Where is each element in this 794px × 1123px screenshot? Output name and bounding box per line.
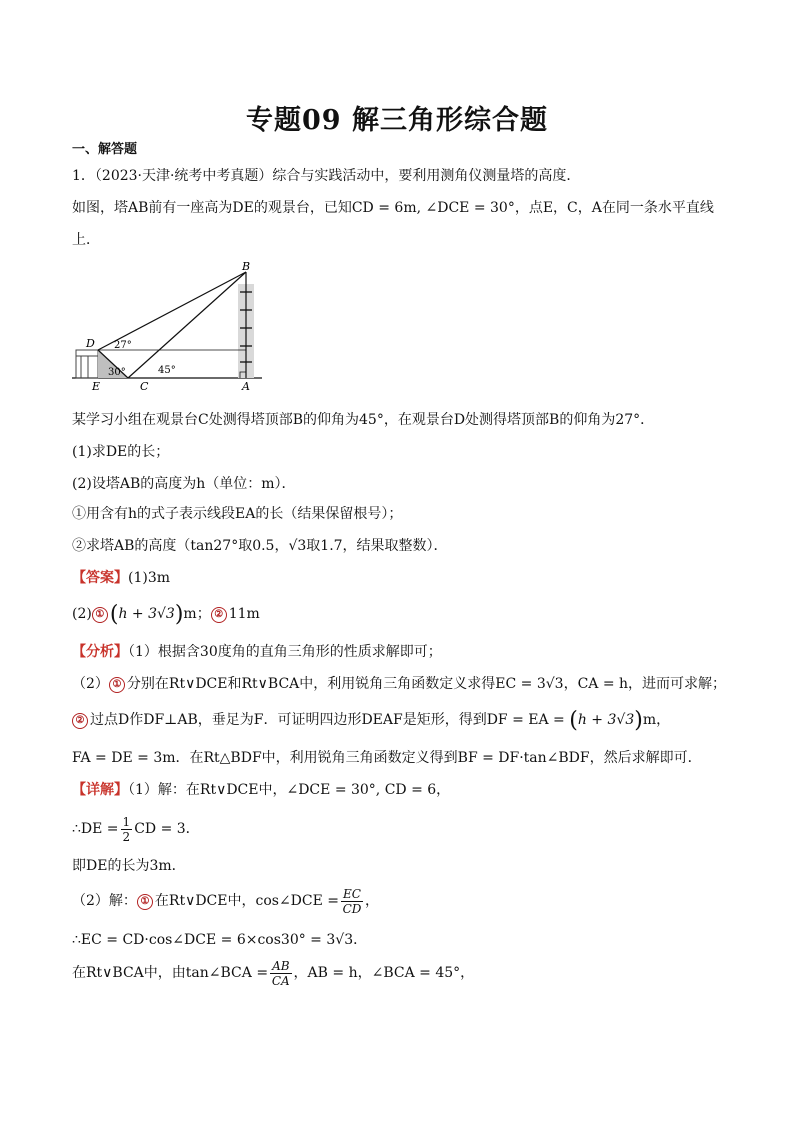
angle-45: 45° (158, 365, 176, 376)
problem-condition: 某学习小组在观景台C处测得塔顶部B的仰角为45°，在观景台D处测得塔顶部B的仰角为27°． (72, 412, 655, 428)
problem-line-2: 如图，塔AB前有一座高为DE的观景台，已知CD = 6m, ∠DCE = 30°，点E，C，A在同一条水平直线 (72, 200, 714, 216)
label-A: A (242, 380, 250, 392)
problem-line-3: 上． (72, 232, 100, 248)
label-B: B (242, 262, 251, 273)
section-heading: 一、解答题 (72, 142, 138, 157)
circle-mark: ② (211, 607, 227, 623)
analysis-line-4: FA = DE = 3m．在Rt△BDF中，利用锐角三角函数定义得到BF = DF·tan∠BDF，然后求解即可． (72, 750, 702, 766)
geometry-figure (72, 262, 272, 392)
detail-line-3: 即DE的长为3m． (72, 858, 186, 874)
detail-line-6: 在Rt∨BCA中，由tan∠BCA = $\frac{AB}{CA}$ ，AB = h，∠BCA = 45°， (72, 958, 475, 988)
angle-30: 30° (108, 367, 126, 378)
circle-mark: ② (72, 538, 86, 554)
circle-mark: ① (92, 607, 108, 623)
circle-mark: ① (72, 506, 86, 522)
page-title: 专题09 解三角形综合题 (246, 105, 548, 136)
circle-mark: ① (137, 894, 153, 910)
detail-tag: 【详解】 (72, 782, 128, 798)
problem-intro: 1．（2023·天津·统考中考真题）综合与实践活动中，要利用测角仪测量塔的高度． (72, 168, 581, 184)
fraction: $\frac{1}{2}$ (122, 814, 131, 844)
question-2: (2)设塔AB的高度为h（单位：m）． (72, 476, 296, 492)
detail-line-1: 【详解】（1）解：在Rt∨DCE中，∠DCE = 30°, CD = 6， (72, 782, 451, 798)
answer-line-1: 【答案】(1)3m (72, 570, 171, 586)
question-2b: ②求塔AB的高度（tan27°取0.5，√3取1.7，结果取整数）． (72, 538, 448, 554)
fraction: $\frac{AB}{CA}$ (271, 958, 290, 988)
circle-mark: ① (109, 677, 125, 693)
circle-mark: ② (72, 713, 88, 729)
label-E: E (92, 380, 101, 392)
label-D: D (86, 337, 95, 350)
analysis-line-2: （2） ① 分别在Rt∨DCE和Rt∨BCA中，利用锐角三角函数定义求得EC = 3√3，CA = h，进而可求解； (72, 676, 727, 692)
label-C: C (140, 380, 149, 392)
analysis-tag: 【分析】 (72, 644, 128, 660)
analysis-line-1: 【分析】（1）根据含30度角的直角三角形的性质求解即可； (72, 644, 442, 660)
question-1: (1)求DE的长； (72, 444, 170, 460)
analysis-line-3: ② 过点D作DF⊥AB，垂足为F．可证明四边形DEAF是矩形，得到DF = EA = (h + 3√3)m， (72, 710, 670, 731)
answer-line-2: (2) ① (h + 3√3)m； ② 11m (72, 602, 260, 627)
detail-line-4: （2）解： ① 在Rt∨DCE中，cos∠DCE = $\frac{EC}{CD}$ ， (72, 886, 379, 916)
angle-27: 27° (114, 340, 132, 351)
answer-tag: 【答案】 (72, 570, 128, 586)
detail-line-5: ∴EC = CD·cos∠DCE = 6×cos30° = 3√3． (72, 932, 368, 948)
question-2a: ①用含有h的式子表示线段EA的长（结果保留根号）； (72, 506, 403, 522)
fraction: $\frac{EC}{CD}$ (342, 886, 362, 916)
detail-line-2: ∴DE = $\frac{1}{2}$ CD = 3． (72, 814, 200, 844)
